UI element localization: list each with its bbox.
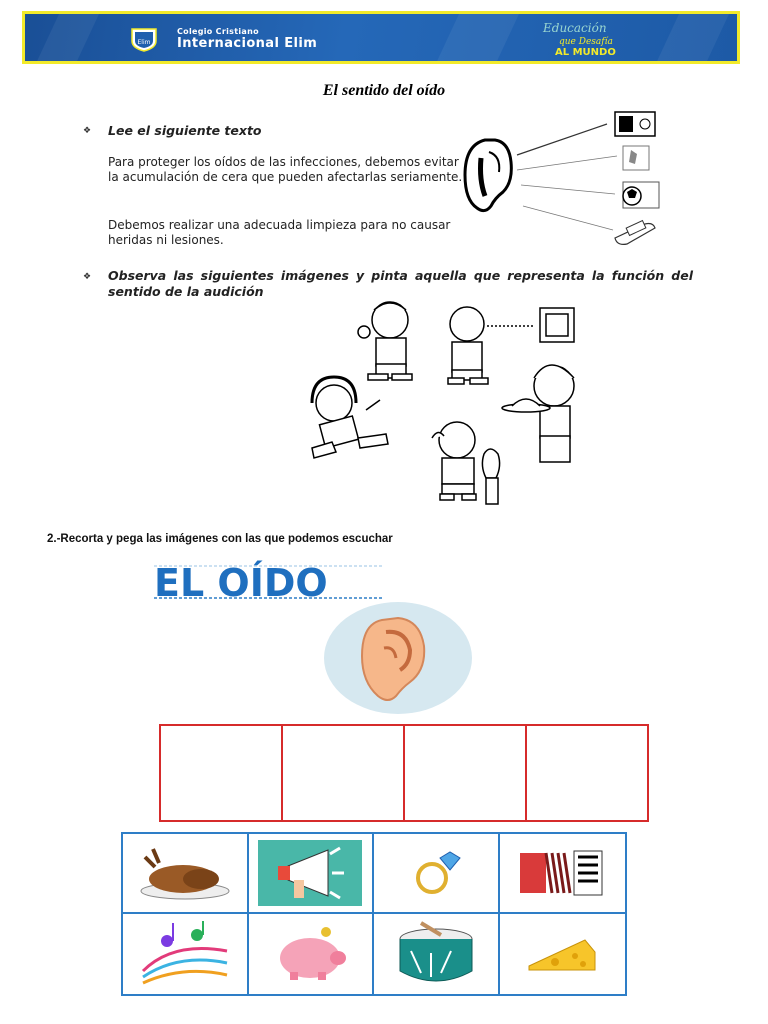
image-cell[interactable] — [123, 834, 249, 914]
paste-cell[interactable] — [283, 726, 405, 820]
cheese-icon — [525, 932, 599, 976]
children-senses-illustration — [272, 298, 622, 516]
svg-text:Elim: Elim — [137, 39, 151, 46]
ball-icon — [623, 182, 659, 208]
piggy-bank-icon — [270, 926, 350, 982]
ring-icon — [406, 848, 466, 898]
megaphone-icon — [258, 840, 362, 906]
hand-bell-icon — [623, 146, 649, 170]
section1-heading: Lee el siguiente texto — [108, 123, 262, 138]
school-logo-icon — [129, 26, 159, 52]
section2-heading: Observa las siguientes imágenes y pinta aquella que representa la función del sentido de la audición — [108, 268, 693, 299]
ear-icon — [465, 140, 511, 211]
paste-area-grid — [159, 724, 649, 822]
el-oido-title — [150, 556, 390, 604]
school-name-line1: Colegio Cristiano — [177, 27, 259, 36]
girl-tasting-icon — [502, 365, 574, 462]
bullet-icon: ❖ — [83, 272, 92, 282]
header-banner — [22, 11, 740, 64]
ear-sounds-diagram — [455, 100, 665, 250]
image-cell[interactable] — [374, 914, 500, 994]
page-title: El sentido del oído — [322, 82, 446, 99]
image-cell[interactable] — [500, 914, 626, 994]
bullet-icon: ❖ — [83, 126, 92, 136]
image-cell[interactable] — [500, 834, 626, 914]
image-cell[interactable] — [249, 914, 375, 994]
paragraph-2: Debemos realizar una adecuada limpieza para no causar heridas ni lesiones. — [108, 218, 451, 247]
svg-text:que Desafía: que Desafía — [559, 37, 613, 47]
activity2-instruction: 2.-Recorta y pega las imágenes con las que podemos escuchar — [47, 533, 393, 545]
svg-text:AL MUNDO: AL MUNDO — [555, 47, 616, 58]
music-notes-icon — [137, 921, 233, 987]
slogan-logo — [535, 19, 645, 59]
kid-headphones-icon — [312, 377, 388, 458]
svg-text:Educación: Educación — [543, 21, 607, 35]
radio-icon — [615, 112, 655, 136]
boy-eating-icon — [358, 302, 412, 380]
el-oido-text: EL OÍDO — [154, 561, 328, 604]
paste-cell[interactable] — [527, 726, 647, 820]
paragraph-1: Para proteger los oídos de las infecciones, debemos evitar la acumulación de cera que pueden afectarlas seriamente. — [108, 155, 463, 184]
ear-circle-icon — [322, 600, 474, 716]
paste-cell[interactable] — [405, 726, 527, 820]
school-name-line2: Internacional Elim — [177, 36, 318, 51]
paste-cell[interactable] — [161, 726, 283, 820]
telephone-icon — [615, 221, 655, 245]
image-cell[interactable] — [249, 834, 375, 914]
girl-smelling-icon — [432, 422, 500, 504]
image-cell[interactable] — [374, 834, 500, 914]
chicken-icon — [135, 843, 235, 903]
accordion-icon — [512, 843, 612, 903]
images-grid — [121, 832, 627, 996]
drum-icon — [391, 921, 481, 987]
image-cell[interactable] — [123, 914, 249, 994]
